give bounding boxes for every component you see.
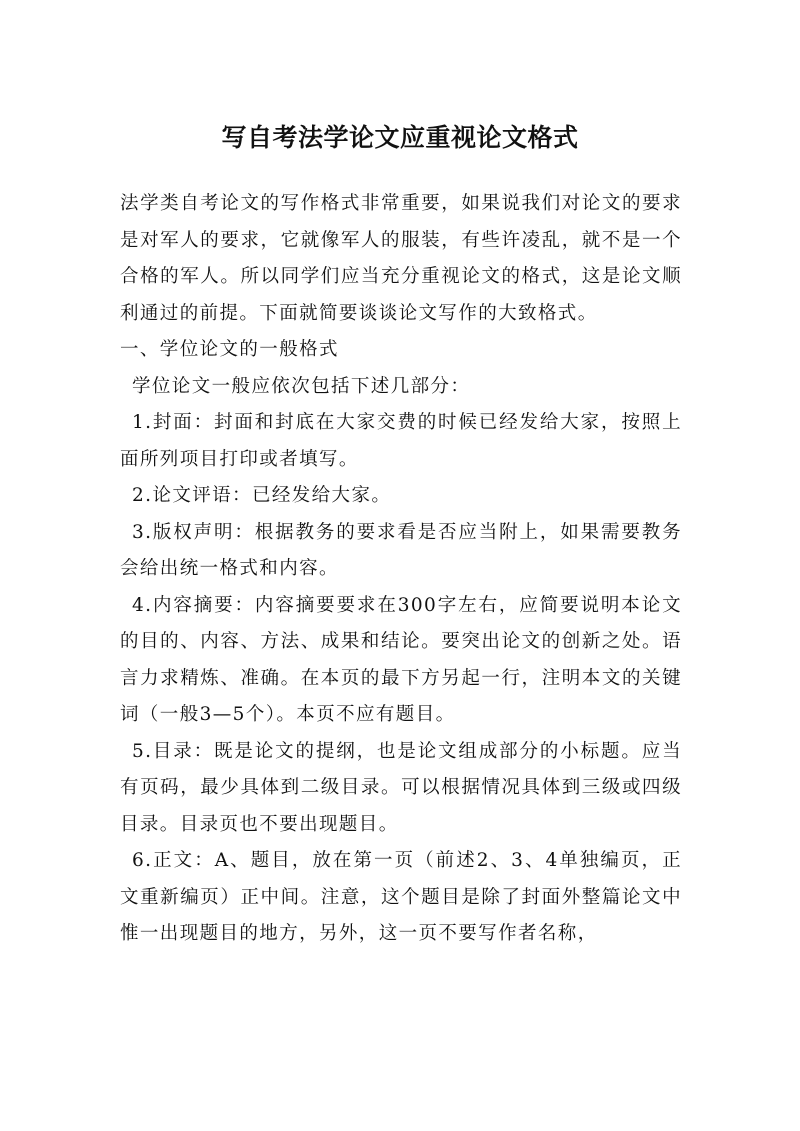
list-item-abstract: 4.内容摘要：内容摘要要求在300字左右，应简要说明本论文的目的、内容、方法、成果和结论。要突出论文的创新之处。语言力求精炼、准确。在本页的最下方另起一行，注明本文的关键词（一般3—5个）。本页不应有题目。 <box>120 594 682 725</box>
document-body <box>120 186 682 953</box>
section-intro: 学位论文一般应依次包括下述几部分： <box>132 375 471 397</box>
list-item-copyright: 3.版权声明：根据教务的要求看是否应当附上，如果需要教务会给出统一格式和内容。 <box>120 521 682 579</box>
list-item-cover: 1.封面：封面和封底在大家交费的时候已经发给大家，按照上面所列项目打印或者填写。 <box>120 412 682 470</box>
intro-paragraph: 法学类自考论文的写作格式非常重要，如果说我们对论文的要求是对军人的要求，它就像军人的服装，有些许凌乱，就不是一个合格的军人。所以同学们应当充分重视论文的格式，这是论文顺利通过的前提。下面就简要谈谈论文写作的大致格式。 <box>120 193 682 324</box>
list-item-review: 2.论文评语：已经发给大家。 <box>132 485 392 506</box>
list-item-contents: 5.目录：既是论文的提纲，也是论文组成部分的小标题。应当有页码，最少具体到二级目录。可以根据情况具体到三级或四级目录。目录页也不要出现题目。 <box>120 740 682 835</box>
section-heading: 一、学位论文的一般格式 <box>120 339 339 360</box>
list-item-main-text: 6.正文：A、题目，放在第一页（前述2、3、4单独编页，正文重新编页）正中间。注意，这个题目是除了封面外整篇论文中惟一出现题目的地方，另外，这一页不要写作者名称， <box>120 850 682 944</box>
document-title: 写自考法学论文应重视论文格式 <box>221 122 579 152</box>
